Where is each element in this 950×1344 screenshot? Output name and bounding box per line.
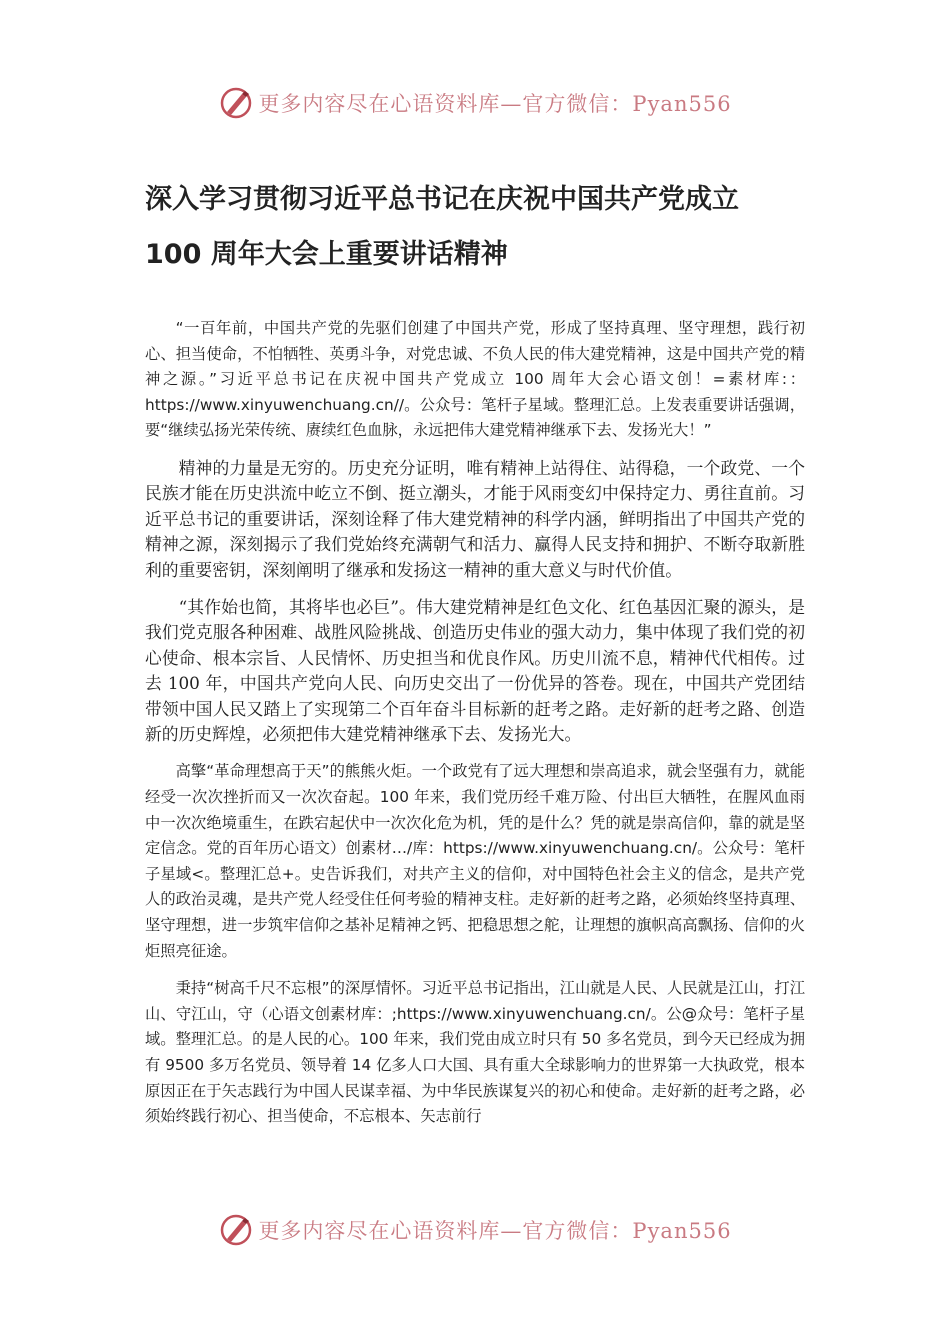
paragraph-5: 秉持“树高千尺不忘根”的深厚情怀。习近平总书记指出，江山就是人民、人民就是江山，打江山、守江山，守（心语文创素材库：;https://www.xinyuwenchuang.cn/。公@众号：笔杆子星域。整理汇总。的是人民的心。100 年来，我们党由成立时只有 50 多名党员，到今天已经成为拥有 9500 多万名党员、领导着 14 亿多人口大国、具有重大全球影响力的世界第一大执政党，根本原因正在于矢志践行为中国人民谋幸福、为中华民族谋复兴的初心和使命。走好新的赶考之路，必须始终践行初心、担当使命，不忘根本、矢志前行 <box>145 979 805 1126</box>
paragraph-3: “其作始也简，其将毕也必巨”。伟大建党精神是红色文化、红色基因汇聚的源头，是我们党克服各种困难、战胜风险挑战、创造历史伟业的强大动力，集中体现了我们党的初心使命、根本宗旨、人民情怀、历史担当和优良作风。历史川流不息，精神代代相传。过去 100 年，中国共产党向人民、向历史交出了一份优异的答卷。现在，中国共产党团结带领中国人民又踏上了实现第二个百年奋斗目标新的赶考之路。走好新的赶考之路、创造新的历史辉煌，必须把伟大建党精神继承下去、发扬光大。 <box>145 597 805 745</box>
footer-banner-text: 更多内容尽在心语资料库—官方微信：Pyan556 <box>258 1219 732 1243</box>
title-line-1: 深入学习贯彻习近平总书记在庆祝中国共产党成立 <box>145 184 739 215</box>
paragraph-4: 高擎“革命理想高于天”的熊熊火炬。一个政党有了远大理想和崇高追求，就会坚强有力，就能经受一次次挫折而又一次次奋起。100 年来，我们党历经千难万险、付出巨大牺牲，在腥风血雨中一次次绝境重生，在跌宕起伏中一次次化危为机，凭的是什么？凭的就是崇高信仰，靠的就是坚定信念。党的百年历心语文）创素材…/库：https://www.xinyuwenchuang.cn/。公众号：笔杆子星域<。整理汇总+。史告诉我们，对共产主义的信仰，对中国特色社会主义的信念，是共产党人的政治灵魂，是共产党人经受住任何考验的精神支柱。走好新的赶考之路，必须始终坚持真理、坚守理想，进一步筑牢信仰之基补足精神之钙、把稳思想之舵，让理想的旗帜高高飘扬、信仰的火炬照亮征途。 <box>145 762 805 960</box>
article-body <box>145 316 805 1130</box>
header-banner <box>0 83 950 123</box>
header-banner-text: 更多内容尽在心语资料库—官方微信：Pyan556 <box>258 92 732 116</box>
page-title <box>145 172 805 282</box>
paragraph-1: “一百年前，中国共产党的先驱们创建了中国共产党，形成了坚持真理、坚守理想，践行初心、担当使命，不怕牺牲、英勇斗争，对党忠诚、不负人民的伟大建党精神，这是中国共产党的精神之源。”习近平总书记在庆祝中国共产党成立 100 周年大会心语文创！=素材库:：https://www.xinyuwenchuang.cn//。公众号：笔杆子星域。整理汇总。上发表重要讲话强调，要“继续弘扬光荣传统、赓续红色血脉，永远把伟大建党精神继承下去、发扬光大！” <box>145 319 805 440</box>
pen-logo-icon <box>218 85 254 121</box>
paragraph-2: 精神的力量是无穷的。历史充分证明，唯有精神上站得住、站得稳，一个政党、一个民族才能在历史洪流中屹立不倒、挺立潮头，才能于风雨变幻中保持定力、勇往直前。习近平总书记的重要讲话，深刻诠释了伟大建党精神的科学内涵，鲜明指出了中国共产党的精神之源，深刻揭示了我们党始终充满朝气和活力、赢得人民支持和拥护、不断夺取新胜利的重要密钥，深刻阐明了继承和发扬这一精神的重大意义与时代价值。 <box>145 457 805 580</box>
footer-banner <box>0 1210 950 1250</box>
title-line-2: 100 周年大会上重要讲话精神 <box>145 239 508 270</box>
pen-logo-icon <box>218 1212 254 1248</box>
